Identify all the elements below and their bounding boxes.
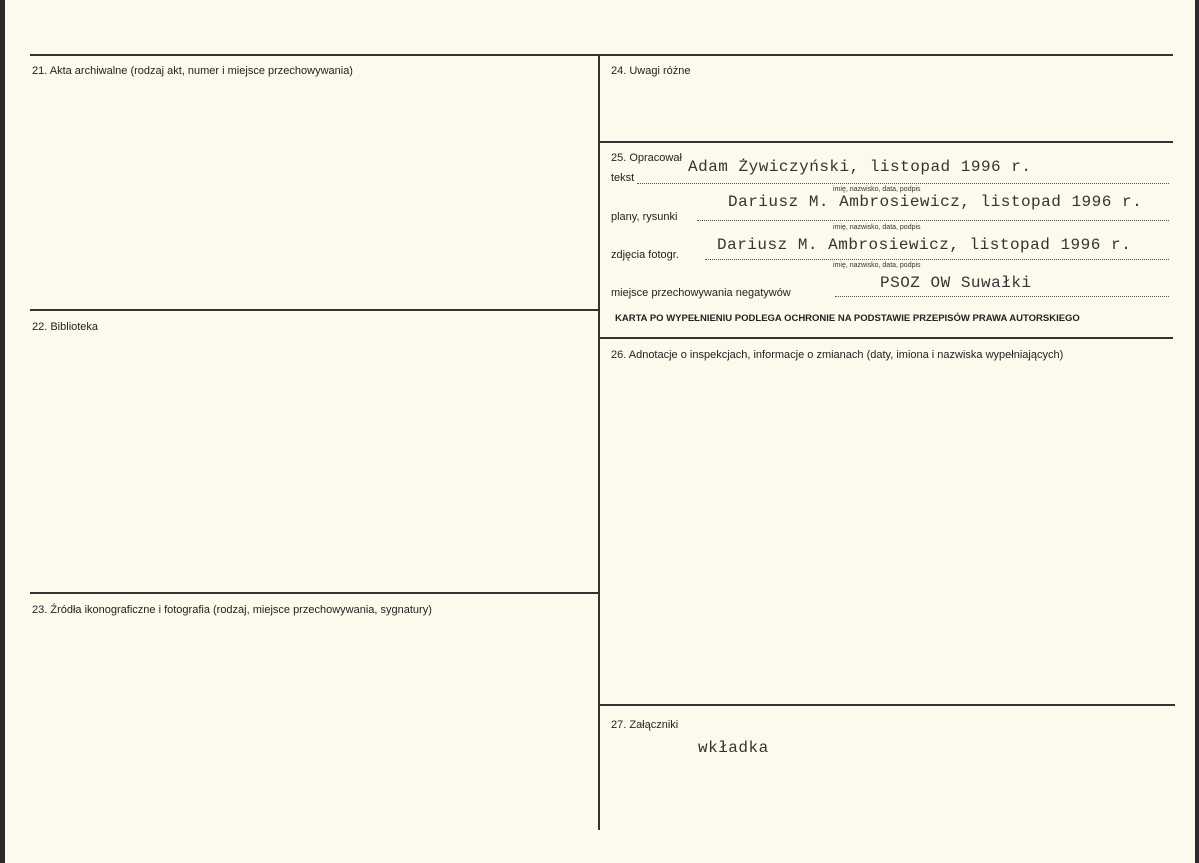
copyright-notice: KARTA PO WYPEŁNIENIU PODLEGA OCHRONIE NA PODSTAWIE PRZEPISÓW PRAWA AUTORSKIEGO bbox=[615, 313, 1080, 324]
rule-26-27 bbox=[599, 704, 1175, 706]
zdjecia-line bbox=[705, 259, 1169, 260]
negatywy-label: miejsce przechowywania negatywów bbox=[611, 287, 791, 299]
plany-line bbox=[697, 220, 1169, 221]
section-26-label: 26. Adnotacje o inspekcjach, informacje o zmianach (daty, imiona i nazwiska wypełniających) bbox=[611, 349, 1064, 361]
zdjecia-value: Dariusz M. Ambrosiewicz, listopad 1996 r. bbox=[717, 236, 1132, 254]
center-divider bbox=[598, 55, 600, 830]
top-rule bbox=[30, 54, 1173, 56]
section-21-label: 21. Akta archiwalne (rodzaj akt, numer i miejsce przechowywania) bbox=[32, 65, 353, 77]
plany-value: Dariusz M. Ambrosiewicz, listopad 1996 r. bbox=[728, 193, 1143, 211]
section-23-label: 23. Źródła ikonograficzne i fotografia (rodzaj, miejsce przechowywania, sygnatury) bbox=[32, 604, 432, 616]
section-22-label: 22. Biblioteka bbox=[32, 321, 99, 333]
zdjecia-hint: imię, nazwisko, data, podpis bbox=[833, 262, 921, 269]
rule-21-22 bbox=[30, 309, 598, 311]
attachments-value: wkładka bbox=[698, 739, 769, 757]
plany-hint: imię, nazwisko, data, podpis bbox=[833, 224, 921, 231]
section-27-label: 27. Załączniki bbox=[611, 719, 679, 731]
plany-label: plany, rysunki bbox=[611, 211, 678, 223]
left-edge bbox=[0, 0, 5, 863]
section-24-label: 24. Uwagi różne bbox=[611, 65, 691, 77]
zdjecia-label: zdjęcia fotogr. bbox=[611, 249, 679, 261]
tekst-value: Adam Żywiczyński, listopad 1996 r. bbox=[688, 158, 1032, 176]
rule-25-26 bbox=[599, 337, 1173, 339]
right-edge bbox=[1195, 0, 1199, 863]
tekst-line bbox=[637, 183, 1169, 184]
negatywy-value: PSOZ OW Suwałki bbox=[880, 274, 1032, 292]
section-25-label: 25. Opracował bbox=[611, 152, 682, 164]
tekst-label: tekst bbox=[611, 172, 635, 184]
rule-22-23 bbox=[30, 592, 598, 594]
negatywy-line bbox=[835, 296, 1169, 297]
rule-24-25 bbox=[599, 141, 1173, 143]
tekst-hint: imię, nazwisko, data, podpis bbox=[833, 186, 921, 193]
